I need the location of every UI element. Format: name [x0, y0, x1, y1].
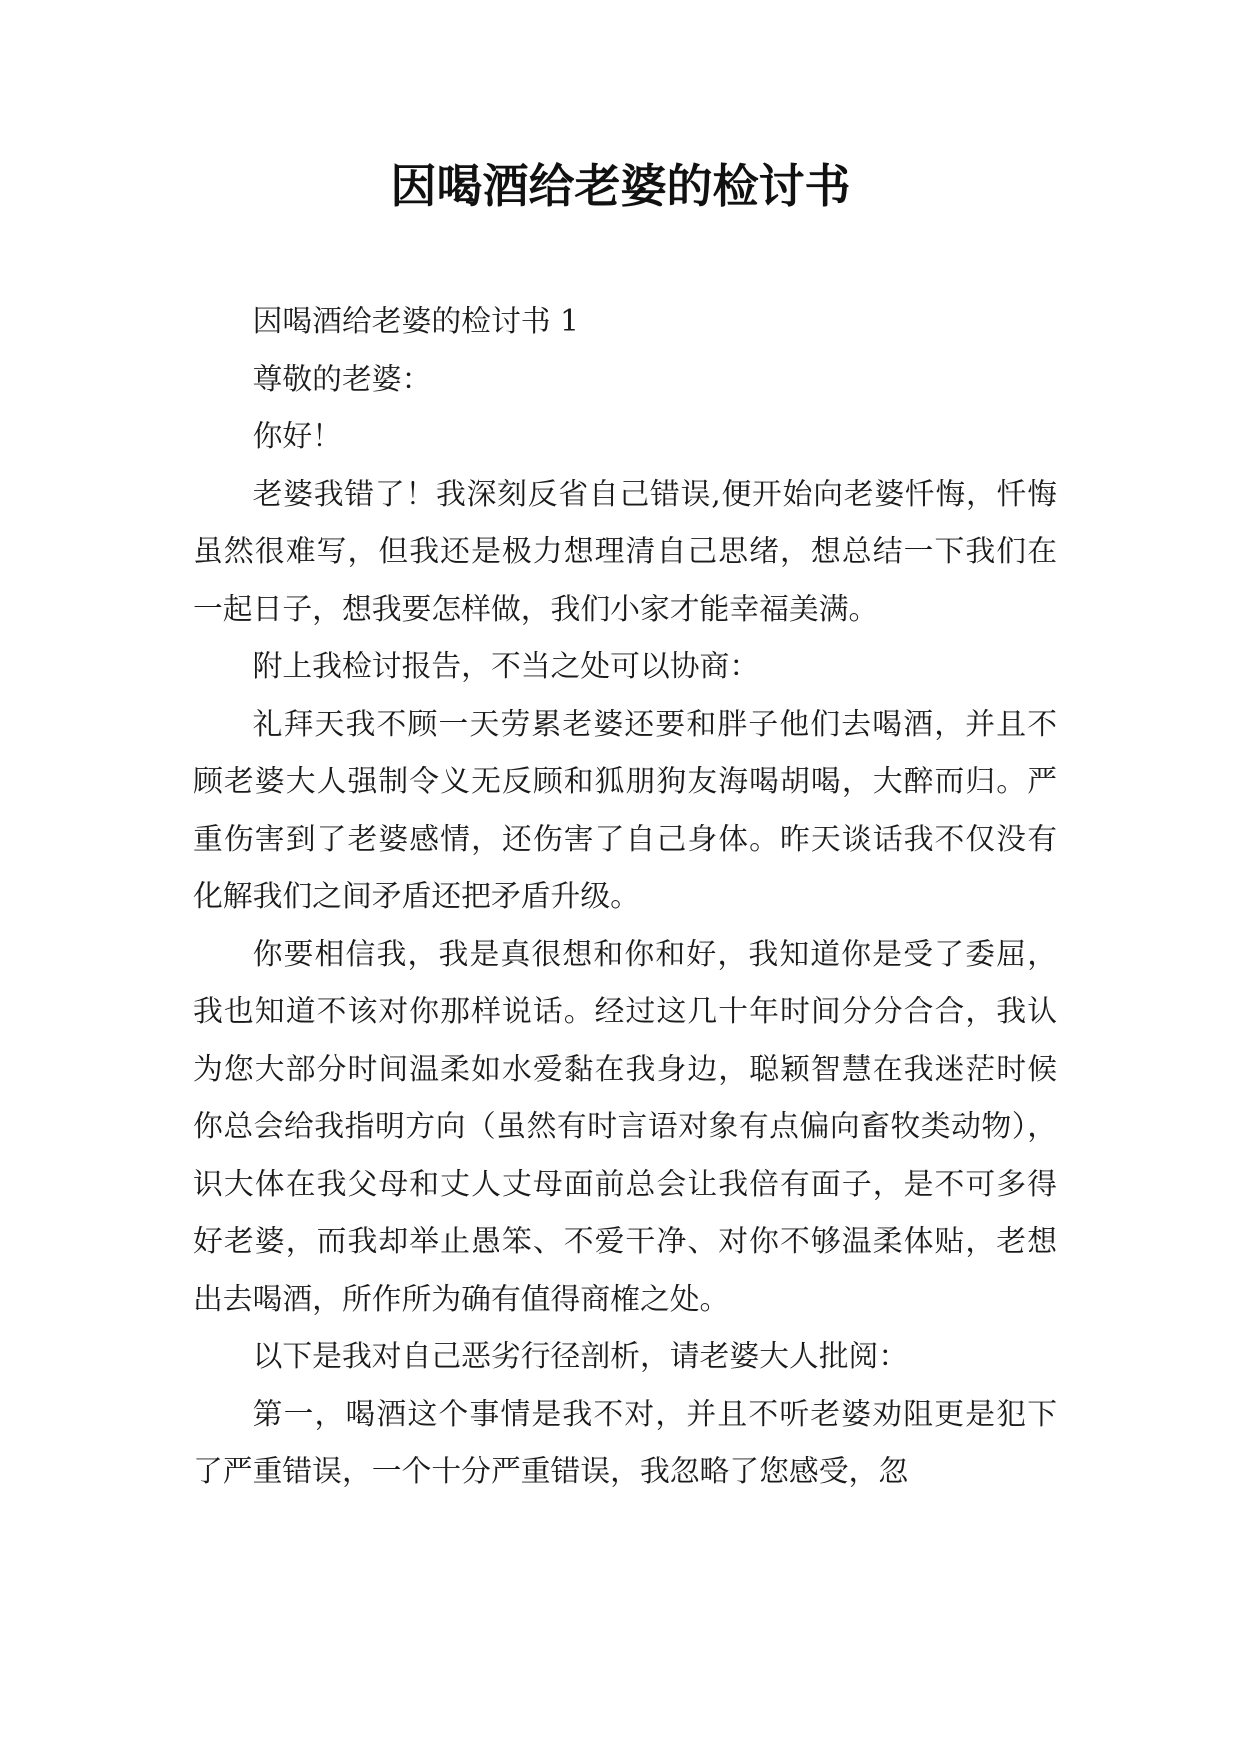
paragraph: 以下是我对自己恶劣行径剖析，请老婆大人批阅：	[252, 1339, 909, 1374]
paragraph: 你要相信我，我是真很想和你和好，我知道你是受了委屈，我也知道不该对你那样说话。经过这几十年时间分分合合，我认为您大部分时间温柔如水爱黏在我身边，聪颖智慧在我迷茫时候你总会给我指明方向（虽然有时言语对象有点偏向畜牧类动物），识大体在我父母和丈人丈母面前总会让我倍有面子，是不可多得好老婆，而我却举止愚笨、不爱干净、对你不够温柔体贴，老想出去喝酒，所作所为确有值得商榷之处。	[193, 936, 1057, 1317]
paragraph: 附上我检讨报告，不当之处可以协商：	[252, 649, 760, 684]
paragraph-heading: 因喝酒给老婆的检讨书 1	[252, 304, 579, 339]
paragraph-salutation: 尊敬的老婆：	[252, 361, 432, 397]
paragraph: 老婆我错了！我深刻反省自己错误,便开始向老婆忏悔，忏悔虽然很难写，但我还是极力想理清自己思绪，想总结一下我们在一起日子，想我要怎样做，我们小家才能幸福美满。	[193, 476, 1057, 627]
paragraph: 礼拜天我不顾一天劳累老婆还要和胖子他们去喝酒，并且不顾老婆大人强制令义无反顾和狐朋狗友海喝胡喝，大醉而归。严重伤害到了老婆感情，还伤害了自己身体。昨天谈话我不仅没有化解我们之间矛盾还把矛盾升级。	[193, 706, 1057, 914]
paragraph: 第一，喝酒这个事情是我不对，并且不听老婆劝阻更是犯下了严重错误，一个十分严重错误，我忽略了您感受，忽	[193, 1396, 1057, 1489]
document-title: 因喝酒给老婆的检讨书	[390, 159, 851, 213]
document-body	[193, 293, 1057, 1501]
paragraph-greeting: 你好！	[252, 419, 342, 454]
